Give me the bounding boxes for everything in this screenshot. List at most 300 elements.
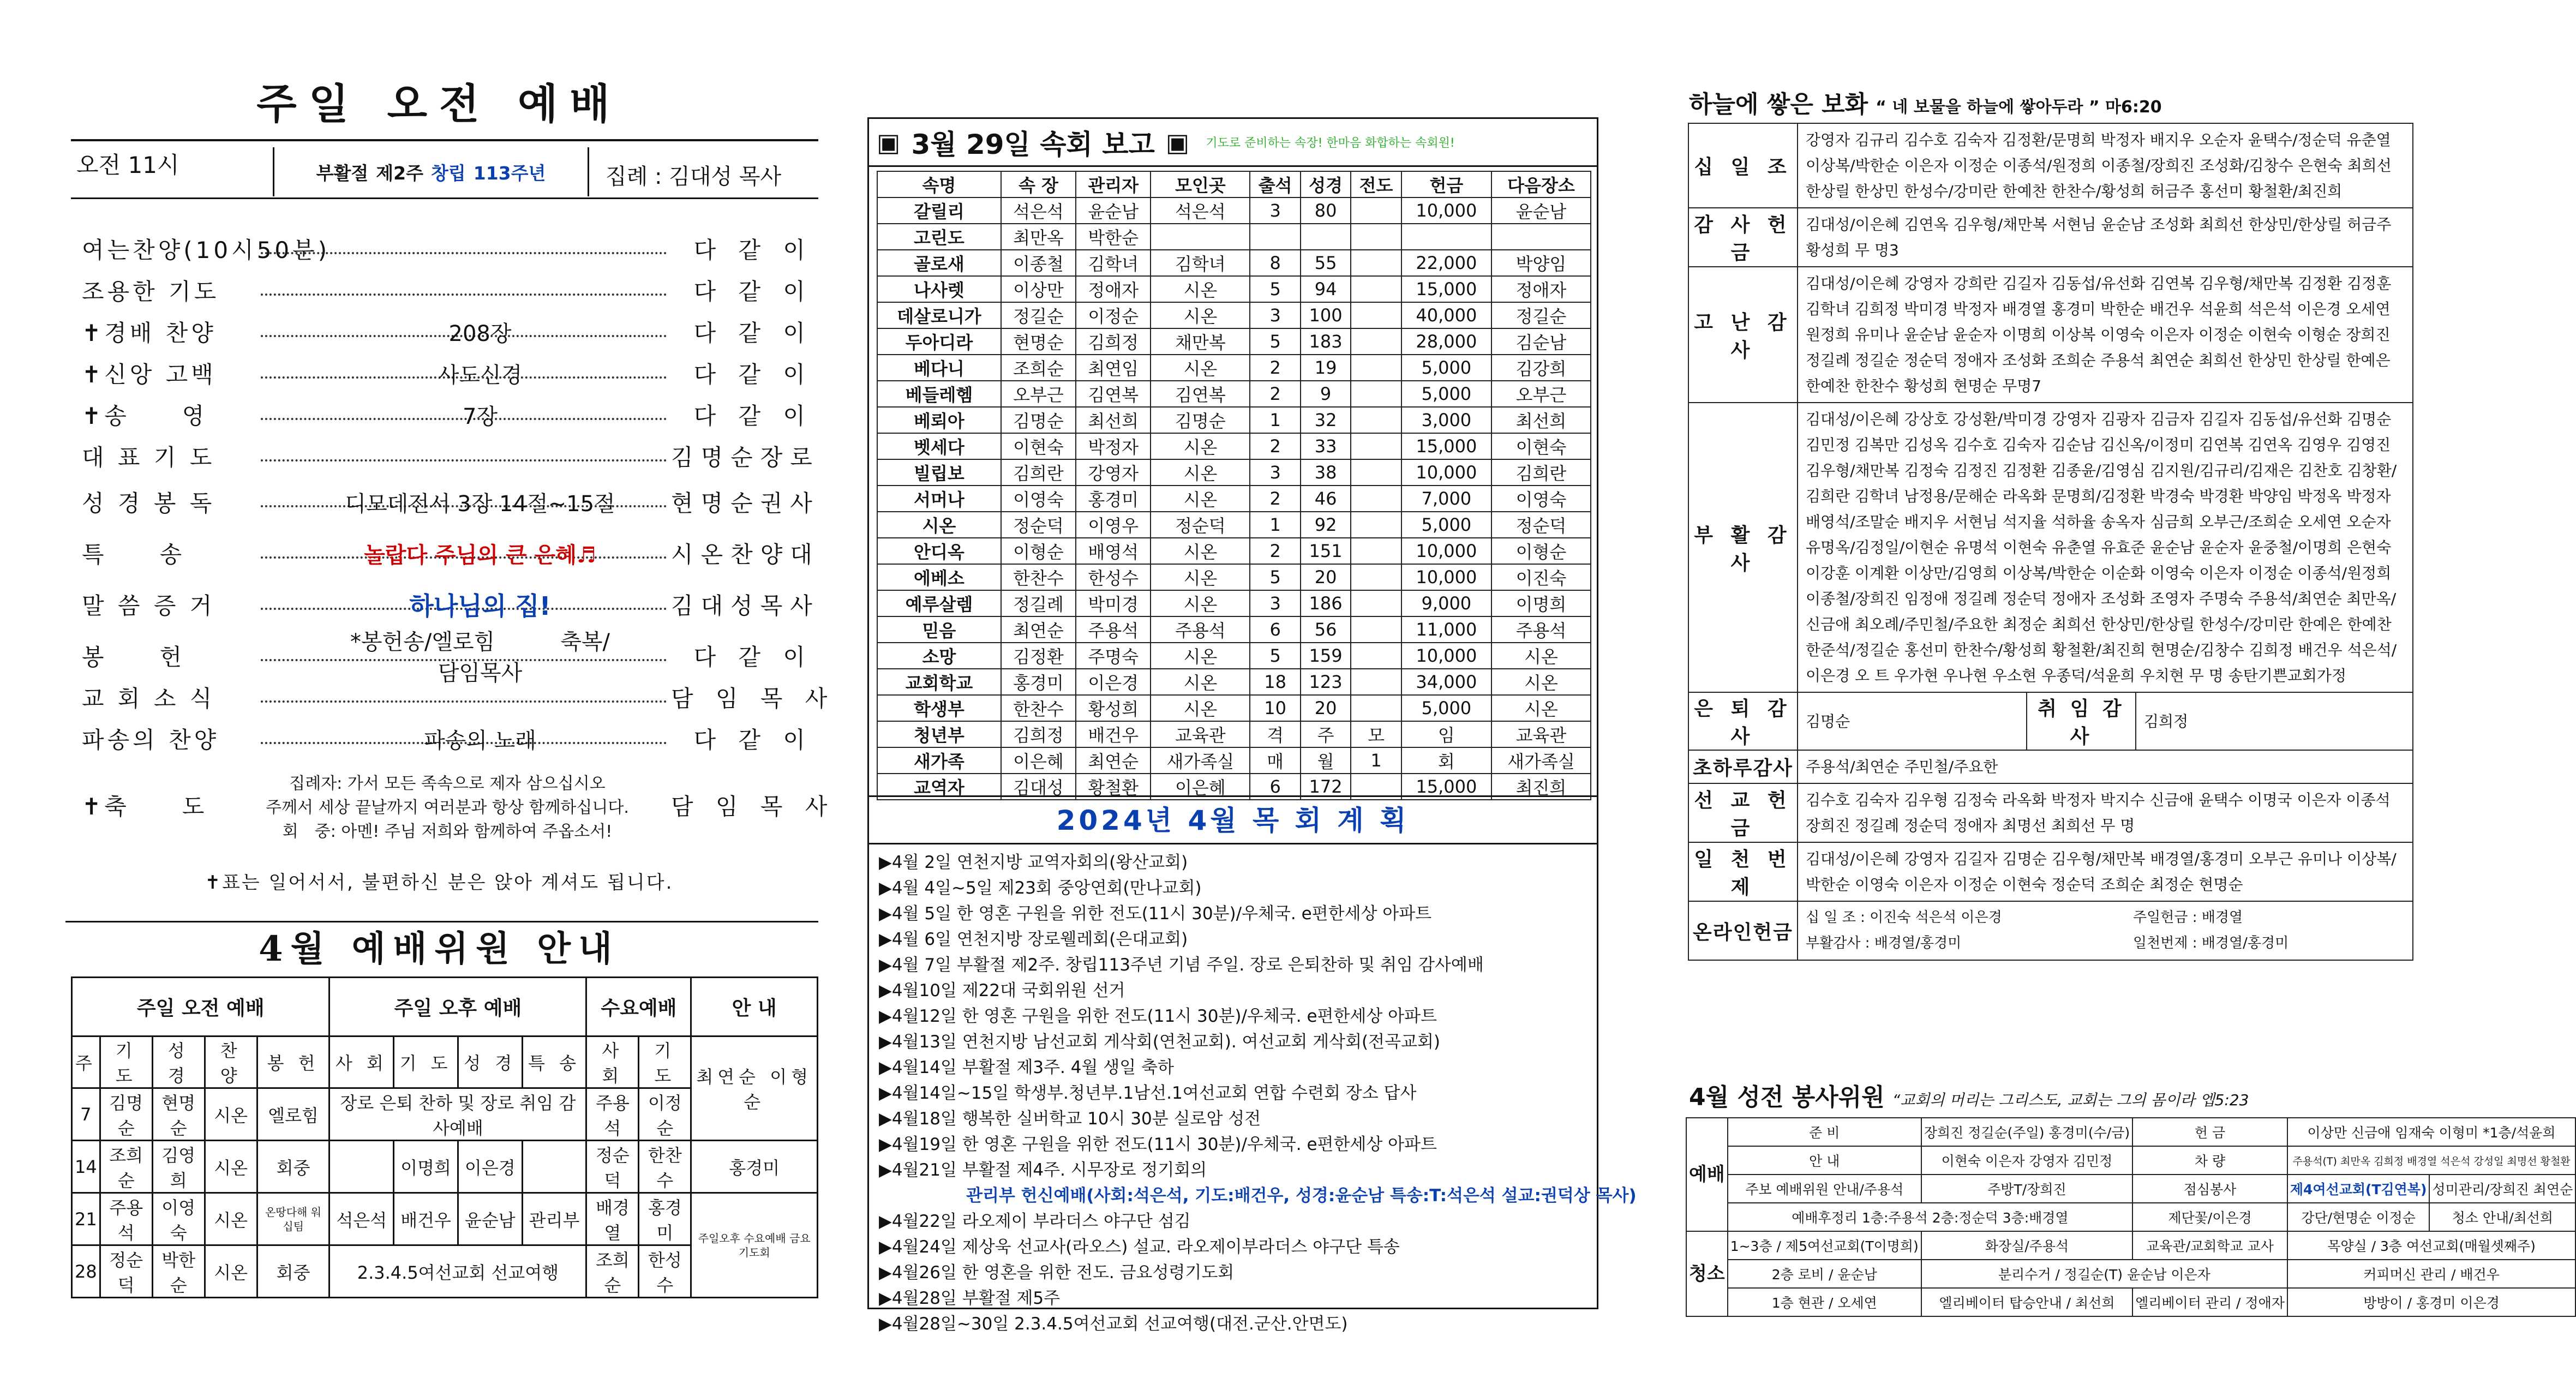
report-col-header: 출석 — [1250, 171, 1300, 197]
report-motto: 기도로 준비하는 속장! 한마음 화합하는 속회원! — [1206, 136, 1455, 150]
report-cell: 박양임 — [1491, 250, 1591, 276]
standing-note: ✝표는 일어서서, 불편하신 분은 앉아 계셔도 됩니다. — [205, 872, 674, 894]
order-name: ✝신앙 고백 — [82, 361, 217, 388]
report-row — [877, 381, 1591, 407]
order-leader: 현명순권사 — [671, 490, 820, 517]
col-header: 특 송 — [522, 1037, 586, 1088]
report-cell: 이영숙 — [1491, 486, 1591, 512]
guide-cell: 최연순 이형순 — [691, 1037, 818, 1141]
report-cell: 김희정 — [1001, 721, 1076, 747]
table-row: 14 조희순 김영희 시온 회중 이명희 이은경 정순덕 한찬수 홍경미 — [72, 1141, 818, 1193]
report-row — [877, 512, 1591, 538]
plan-item: ▶4월28일 부활절 제5주 — [879, 1289, 1061, 1308]
servants-title: 4월 예배위원 안내 — [259, 928, 620, 969]
group-header: 수요예배 — [586, 978, 691, 1037]
officiant: 집례 : 김대성 목사 — [606, 164, 782, 189]
report-cell: 배영석 — [1076, 538, 1151, 564]
report-cell — [1351, 616, 1401, 643]
report-col-header: 성경 — [1301, 171, 1351, 197]
report-cell: 새가족 — [877, 747, 1001, 774]
worship-side-label: 예배 — [1686, 1118, 1728, 1231]
report-cell — [1351, 250, 1401, 276]
report-cell: 정길순 — [1491, 302, 1591, 328]
report-cell: 123 — [1301, 669, 1351, 695]
report-cell — [1351, 512, 1401, 538]
order-row — [82, 436, 820, 476]
report-cell: 시온 — [1491, 643, 1591, 669]
order-row — [82, 229, 813, 268]
report-row — [877, 355, 1591, 381]
order-detail: 사도신경 — [438, 362, 523, 388]
report-cell — [1401, 224, 1491, 250]
order-leader: 다 같 이 — [693, 361, 813, 388]
report-cell: 15,000 — [1401, 276, 1491, 302]
report-cell: 5,000 — [1401, 381, 1491, 407]
report-cell: 시온 — [1151, 302, 1250, 328]
report-col-header: 다음장소 — [1491, 171, 1591, 197]
report-cell: 베들레헴 — [877, 381, 1001, 407]
report-cell: 황성희 — [1076, 695, 1151, 721]
report-cell — [1351, 433, 1401, 459]
order-leader: 담 임 목 사 — [671, 685, 835, 712]
worship-panel — [60, 0, 835, 1378]
report-cell: 김학녀 — [1076, 250, 1151, 276]
report-cell: 이영숙 — [1001, 486, 1076, 512]
plan-item: ▶4월 5일 한 영혼 구원을 위한 전도(11시 30분)/우체국. e편한세상 아파트 — [879, 904, 1432, 924]
report-cell: 6 — [1250, 616, 1300, 643]
report-cell: 8 — [1250, 250, 1300, 276]
sermon-title: 하나님의 집! — [409, 591, 551, 621]
divider — [71, 197, 818, 199]
report-cell — [1351, 197, 1401, 224]
report-cell: 에베소 — [877, 564, 1001, 590]
report-cell: 윤순남 — [1076, 197, 1151, 224]
order-row — [82, 630, 813, 686]
plan-item: ▶4월 2일 연천지방 교역자회의(왕산교회) — [879, 853, 1188, 872]
order-detail: *봉헌송/엘로힘 축복/담임목사 — [350, 630, 610, 686]
plan-item: ▶4월 6일 연천지방 장로웰레회(은대교회) — [879, 930, 1188, 949]
report-cell: 10 — [1250, 695, 1300, 721]
report-cell: 서머나 — [877, 486, 1001, 512]
report-cell: 5,000 — [1401, 355, 1491, 381]
report-cell: 3 — [1250, 459, 1300, 486]
report-cell — [1351, 276, 1401, 302]
report-cell: 정길순 — [1001, 302, 1076, 328]
table-row: 청소 1~3층 / 제5여선교회(T이명희) 화장실/주용석 교육관/교회학교 교사 목양실 / 3층 여선교회(매월셋째주) — [1686, 1231, 2575, 1260]
report-col-header: 속 장 — [1001, 171, 1076, 197]
plan-title: 2024년 4월 목 회 계 획 — [869, 795, 1597, 844]
report-cell: 이현숙 — [1001, 433, 1076, 459]
order-name: ✝송 영 — [82, 403, 208, 429]
report-cell: 11,000 — [1401, 616, 1491, 643]
report-cell: 186 — [1301, 590, 1351, 616]
report-cell: 베뢰아 — [877, 407, 1001, 433]
report-cell: 주용석 — [1076, 616, 1151, 643]
offerings-title: 하늘에 쌓은 보화 “ 네 보물을 하늘에 쌓아두라 ” 마6:20 — [1689, 91, 2162, 118]
report-cell: 홍경미 — [1001, 669, 1076, 695]
table-row: 초하루감사 주용석/최연순 주민철/주요한 — [1688, 750, 2413, 783]
report-cell: 홍경미 — [1076, 486, 1151, 512]
special-song: 놀랍다 주님의 큰 은혜♬ — [364, 542, 596, 568]
report-cell: 92 — [1301, 512, 1351, 538]
report-row — [877, 328, 1591, 355]
report-cell: 모 — [1351, 721, 1401, 747]
order-row — [82, 482, 820, 522]
report-cell: 이명희 — [1491, 590, 1591, 616]
report-cell: 2 — [1250, 486, 1300, 512]
report-cell: 10,000 — [1401, 564, 1491, 590]
report-cell: 이영우 — [1076, 512, 1151, 538]
report-cell: 안디옥 — [877, 538, 1001, 564]
col-header: 성 경 — [152, 1037, 205, 1088]
order-row — [82, 271, 813, 310]
report-cell: 1 — [1250, 512, 1300, 538]
report-cell: 이상만 — [1001, 276, 1076, 302]
report-cell: 2 — [1250, 538, 1300, 564]
report-cell: 나사렛 — [877, 276, 1001, 302]
report-cell: 151 — [1301, 538, 1351, 564]
report-box — [867, 117, 1637, 1334]
worship-title: 주일 오전 예배 — [256, 80, 622, 128]
report-cell: 황철환 — [1076, 774, 1151, 800]
report-cell: 청년부 — [877, 721, 1001, 747]
report-cell: 김명순 — [1151, 407, 1250, 433]
order-row — [82, 678, 835, 717]
report-row — [877, 538, 1591, 564]
report-cell: 3 — [1250, 302, 1300, 328]
report-cell: 34,000 — [1401, 669, 1491, 695]
report-cell: 김희정 — [1076, 328, 1151, 355]
report-cell: 오부근 — [1491, 381, 1591, 407]
table-row: 예배후정리 1층:주용석 2층:정순덕 3층:배경열 제단꽃/이은경 강단/현명순 이정순 청소 안내/최선희 — [1686, 1203, 2575, 1231]
report-row — [877, 721, 1591, 747]
col-header: 사 회 — [586, 1037, 639, 1088]
report-cell: 이은경 — [1076, 669, 1151, 695]
offerings-table — [1688, 123, 2413, 961]
report-cell — [1351, 302, 1401, 328]
report-cell: 5 — [1250, 276, 1300, 302]
report-cell: 1 — [1250, 407, 1300, 433]
benediction-text: 집례자: 가서 모든 족속으로 제자 삼으십시오 주께서 세상 끝날까지 여러분과 항상 함께하십니다. 회 중: 아멘! 주님 저희와 함께하여 주옵소서! — [266, 774, 629, 841]
plan-item: ▶4월14일 부활절 제3주. 4월 생일 축하 — [879, 1058, 1174, 1077]
report-cell: 46 — [1301, 486, 1351, 512]
report-cell: 현명순 — [1001, 328, 1076, 355]
report-cell: 32 — [1301, 407, 1351, 433]
service-verse: “교회의 머리는 그리스도, 교회는 그의 몸이라 엡5:23 — [1892, 1091, 2249, 1109]
plan-item: ▶4월 4일~5일 제23회 중앙연회(만나교회) — [879, 878, 1202, 898]
report-cell: 33 — [1301, 433, 1351, 459]
report-header: ▣ 3월 29일 속회 보고 ▣ 기도로 준비하는 속장! 한마음 화합하는 속회원! — [869, 119, 1597, 167]
plan-item: ▶4월13일 연천지방 남선교회 게삭회(연천교회). 여선교회 게삭회(전곡교회) — [879, 1032, 1440, 1052]
report-cell: 5,000 — [1401, 512, 1491, 538]
report-cell: 94 — [1301, 276, 1351, 302]
service-time: 오전 11시 — [76, 152, 179, 178]
report-cell: 배건우 — [1076, 721, 1151, 747]
report-cell: 55 — [1301, 250, 1351, 276]
report-cell: 정순덕 — [1001, 512, 1076, 538]
plan-item: ▶4월10일 제22대 국회위원 선거 — [879, 981, 1125, 1000]
report-cell: 데살로니가 — [877, 302, 1001, 328]
report-cell — [1351, 538, 1401, 564]
report-cell: 시온 — [1151, 355, 1250, 381]
report-cell — [1491, 224, 1591, 250]
report-cell: 교회학교 — [877, 669, 1001, 695]
report-cell: 이정순 — [1076, 302, 1151, 328]
report-cell: 새가족실 — [1151, 747, 1250, 774]
order-detail: 디모데전서 3장 14절~15절 — [345, 491, 615, 517]
report-cell — [1351, 407, 1401, 433]
report-cell: 18 — [1250, 669, 1300, 695]
report-cell: 시온 — [1151, 669, 1250, 695]
divider — [71, 139, 818, 141]
season-week: 제2주 — [376, 162, 423, 184]
report-cell: 교육관 — [1491, 721, 1591, 747]
order-detail: 파송의 노래 — [424, 728, 536, 753]
group-header: 주일 오전 예배 — [72, 978, 330, 1037]
table-row: 은 퇴 감 사 김명순 취 임 감 사 김희정 — [1688, 692, 2413, 750]
order-row — [82, 312, 813, 351]
report-row — [877, 224, 1591, 250]
report-cell: 3 — [1250, 197, 1300, 224]
col-header: 기 도 — [394, 1037, 458, 1088]
report-cell: 최연순 — [1076, 747, 1151, 774]
report-cell: 임 — [1401, 721, 1491, 747]
plan-list — [879, 850, 1637, 1337]
clean-side-label: 청소 — [1686, 1231, 1728, 1316]
report-cell: 5 — [1250, 328, 1300, 355]
offering-panel — [1686, 0, 2573, 1378]
report-cell: 강영자 — [1076, 459, 1151, 486]
season-prefix: 부활절 — [316, 162, 369, 184]
season-box — [273, 147, 589, 196]
report-title: 3월 29일 속회 보고 — [911, 128, 1155, 160]
col-header: 찬 양 — [205, 1037, 257, 1088]
report-cell: 159 — [1301, 643, 1351, 669]
order-row — [82, 354, 813, 393]
report-cell: 3,000 — [1401, 407, 1491, 433]
report-cell: 100 — [1301, 302, 1351, 328]
report-cell: 2 — [1250, 433, 1300, 459]
service-table — [1686, 1117, 2576, 1317]
report-cell — [1351, 695, 1401, 721]
order-detail: 208장 — [448, 321, 512, 346]
report-cell: 김순남 — [1491, 328, 1591, 355]
report-cell: 정애자 — [1076, 276, 1151, 302]
report-col-header: 전도 — [1351, 171, 1401, 197]
col-header: 기 도 — [639, 1037, 691, 1088]
report-cell: 9,000 — [1401, 590, 1491, 616]
report-cell: 김대성 — [1001, 774, 1076, 800]
report-cell: 시온 — [1491, 695, 1591, 721]
report-cell — [1351, 328, 1401, 355]
order-name: 조용한 기도 — [82, 278, 220, 305]
report-cell: 소망 — [877, 643, 1001, 669]
report-cell: 6 — [1250, 774, 1300, 800]
report-cell: 갈릴리 — [877, 197, 1001, 224]
report-cell: 시온 — [1151, 486, 1250, 512]
report-cell: 매 — [1250, 747, 1300, 774]
report-cell: 22,000 — [1401, 250, 1491, 276]
report-row — [877, 616, 1591, 643]
report-cell: 믿음 — [877, 616, 1001, 643]
report-cell: 김명순 — [1001, 407, 1076, 433]
report-cell: 격 — [1250, 721, 1300, 747]
report-cell: 5 — [1250, 643, 1300, 669]
report-cell: 10,000 — [1401, 459, 1491, 486]
report-cell: 15,000 — [1401, 774, 1491, 800]
report-cell: 예루살렘 — [877, 590, 1001, 616]
plan-item: 관리부 헌신예배(사회:석은석, 기도:배건우, 성경:윤순남 특송:T:석은석 설교:권덕상 목사) — [966, 1186, 1637, 1206]
plan-item: ▶4월24일 제상욱 선교사(라오스) 설교. 라오제이부라더스 야구단 특송 — [879, 1237, 1400, 1257]
plan-item: ▶4월 7일 부활절 제2주. 창립113주년 기념 주일. 장로 은퇴찬하 및 취임 감사예배 — [879, 955, 1484, 975]
report-row — [877, 433, 1591, 459]
report-cell: 시온 — [877, 512, 1001, 538]
plan-item: ▶4월12일 한 영혼 구원을 위한 전도(11시 30분)/우체국. e편한세상 아파트 — [879, 1006, 1437, 1026]
order-row — [82, 395, 813, 434]
group-header: 주일 오후 예배 — [330, 978, 586, 1037]
servants-table — [71, 976, 818, 1298]
report-cell: 시온 — [1151, 538, 1250, 564]
report-cell: 고린도 — [877, 224, 1001, 250]
offerings-verse: “ 네 보물을 하늘에 쌓아두라 ” 마6:20 — [1876, 98, 2162, 117]
report-cell: 회 — [1401, 747, 1491, 774]
report-cell: 베다니 — [877, 355, 1001, 381]
col-header: 기 도 — [100, 1037, 152, 1088]
report-cell: 5,000 — [1401, 695, 1491, 721]
report-cell: 2 — [1250, 381, 1300, 407]
plan-item: ▶4월19일 한 영혼 구원을 위한 전도(11시 30분)/우체국. e편한세상 아파트 — [879, 1135, 1437, 1154]
order-leader: 다 같 이 — [693, 237, 813, 263]
report-cell: 김희란 — [1001, 459, 1076, 486]
report-cell: 이은혜 — [1151, 774, 1250, 800]
table-row: 부 활 감 사 김대성/이은혜 강상호 강성환/박미경 강영자 김광자 김금자 김길자 김동섭/유선화 김명순 김민정 김복만 김성옥 김수호 김숙자 김순남 김신옥/이정미 김연복 김연옥 김영우 김영진 김우형/채만복 김정숙 김정진 김정환 김종윤/김영심 김지원/김규리/김재은 김찬호 김창환/김희란 김학녀 남정용/문해순 라옥화 문명희/김정환 박경숙 박경환 박양임 박정옥 박정자 배영석/조말순 배지우 서현님 석지율 석하율 송옥자 심금희 오부근/조희순 오세연 오순자 유명옥/김정일/이현순 유명석 이현숙 유춘열 유효준 윤순남 윤순자 윤중철/이명희 은현숙 이강훈 이계환 이상만/김영희 이상복/박한순 이순화 이영숙 이은자 이정순 이종석/원정희 이종철/장희진 임정애 정길례 정순덕 정애자 조성화 조영자 주명숙 주용석/최연순 최만옥/신금애 최오례/주민철/주요한 최정순 최희선 한상민/한상릴 한성수/강미란 한예은 한예찬 한준석/정길순 홍선미 한찬수/황성희 황철환/최진희 현명순/김창수 김희정 배건우 석은석/이은경 오 트 우가현 우나현 우소현 우종덕/석윤희 우치현 무 명 송탄기쁜교회가정 — [1688, 403, 2413, 692]
table-row: 감 사 헌 금 김대성/이은혜 김연옥 김우형/채만복 서현님 윤순남 조성화 최희선 한상민/한상릴 허금주 황성희 무 명3 — [1688, 208, 2413, 267]
report-cell: 최연순 — [1001, 616, 1076, 643]
report-cell: 채만복 — [1151, 328, 1250, 355]
report-cell: 윤순남 — [1491, 197, 1591, 224]
report-cell: 빌립보 — [877, 459, 1001, 486]
report-cell: 석은석 — [1001, 197, 1076, 224]
report-cell: 한찬수 — [1001, 564, 1076, 590]
report-cell: 이형순 — [1491, 538, 1591, 564]
order-name: 대 표 기 도 — [82, 444, 215, 471]
report-cell: 80 — [1301, 197, 1351, 224]
anniversary: 113주년 — [473, 162, 546, 184]
report-cell: 정순덕 — [1491, 512, 1591, 538]
report-row — [877, 695, 1591, 721]
col-header: 주 — [72, 1037, 100, 1088]
order-leader: 시온찬양대 — [671, 541, 820, 568]
order-leader: 다 같 이 — [693, 727, 813, 753]
col-header: 성 경 — [458, 1037, 522, 1088]
report-cell — [1351, 643, 1401, 669]
report-cell: 교육관 — [1151, 721, 1250, 747]
order-name: ✝경배 찬양 — [82, 320, 217, 346]
order-leader: 다 같 이 — [693, 644, 813, 670]
order-leader: 김명순장로 — [671, 444, 820, 471]
report-row — [877, 590, 1591, 616]
report-cell: 9 — [1301, 381, 1351, 407]
report-cell: 시온 — [1151, 590, 1250, 616]
report-cell: 28,000 — [1401, 328, 1491, 355]
report-cell: 38 — [1301, 459, 1351, 486]
report-cell — [1351, 459, 1401, 486]
report-panel — [867, 0, 1637, 1378]
table-row: 온라인헌금 십 일 조 : 이진숙 석은석 이은경 주일헌금 : 배경열 부활감사 : 배경열/홍경미 일천번제 : 배경열/홍경미 — [1688, 901, 2413, 960]
report-cell: 새가족실 — [1491, 747, 1591, 774]
table-row: 1층 현관 / 오세연 엘리베이터 탑승안내 / 최선희 엘리베이터 관리 / 정애자 방방이 / 홍경미 이은경 — [1686, 1288, 2575, 1316]
report-cell: 시온 — [1151, 695, 1250, 721]
report-cell: 월 — [1301, 747, 1351, 774]
report-cell: 김학녀 — [1151, 250, 1250, 276]
report-cell: 172 — [1301, 774, 1351, 800]
report-cell — [1351, 590, 1401, 616]
report-cell: 주용석 — [1151, 616, 1250, 643]
report-cell: 김강희 — [1491, 355, 1591, 381]
report-cell: 20 — [1301, 564, 1351, 590]
group-header: 안 내 — [691, 978, 818, 1037]
table-row: 7 김명순 현명순 시온 엘로힘 장로 은퇴 찬하 및 장로 취임 감사예배 주용석 이정순 — [72, 1088, 818, 1141]
table-row: 28 정순덕 박한순 시온 회중 2.3.4.5여선교회 선교여행 조희순 한성수 — [72, 1245, 818, 1298]
order-row — [82, 534, 820, 573]
plan-item: ▶4월26일 한 영혼을 위한 전도. 금요성령기도회 — [879, 1263, 1235, 1283]
report-cell — [1250, 224, 1300, 250]
plan-item: ▶4월22일 라오제이 부라더스 야구단 섬김 — [879, 1212, 1191, 1231]
table-row: 일 천 번 제 김대성/이은혜 강영자 김길자 김명순 김우형/채만복 배경열/홍경미 오부근 유미나 이상복/박한순 이영숙 이은자 이정순 이현숙 정순덕 조희순 최정순 현명순 — [1688, 842, 2413, 901]
report-cell: 이종철 — [1001, 250, 1076, 276]
report-cell: 오부근 — [1001, 381, 1076, 407]
report-cell: 주용석 — [1491, 616, 1591, 643]
report-cell — [1301, 224, 1351, 250]
report-cell: 박미경 — [1076, 590, 1151, 616]
report-row — [877, 643, 1591, 669]
report-cell: 조희순 — [1001, 355, 1076, 381]
plan-item: ▶4월28일~30일 2.3.4.5여선교회 선교여행(대전.군산.안면도) — [879, 1314, 1348, 1334]
report-cell: 주 — [1301, 721, 1351, 747]
col-header: 봉 헌 — [257, 1037, 330, 1088]
report-cell: 최만옥 — [1001, 224, 1076, 250]
report-row — [877, 250, 1591, 276]
report-cell: 학생부 — [877, 695, 1001, 721]
table-row: 고 난 감 사 김대성/이은혜 강영자 강희란 김길자 김동섭/유선화 김연복 김우형/채만복 김정환 김정훈 김학녀 김희정 박미경 박정자 배경열 홍경미 박한순 배건우 석윤희 석은석 이은경 오세연 원정희 유미나 윤순남 윤순자 이명희 이상복 이영숙 이은자 이정순 이현숙 이형순 장희진 정길례 정길순 정순덕 정애자 조성화 조희순 주용석 최연순 최희선 한상민 한상릴 한예은 한예찬 한찬수 황성희 현명순 무명7 — [1688, 267, 2413, 403]
founding-label: 창립 — [430, 162, 466, 184]
report-cell: 박정자 — [1076, 433, 1151, 459]
report-col-header: 관리자 — [1076, 171, 1151, 197]
report-row — [877, 459, 1591, 486]
order-name: 교 회 소 식 — [82, 685, 215, 712]
order-leader: 김대성목사 — [671, 592, 820, 619]
report-cell: 이현숙 — [1491, 433, 1591, 459]
report-cell: 3 — [1250, 590, 1300, 616]
report-cell: 김희란 — [1491, 459, 1591, 486]
report-cell: 19 — [1301, 355, 1351, 381]
report-cell: 김정환 — [1001, 643, 1076, 669]
table-row: 21 주용석 이영숙 시온 온땅다해 워십팀 석은석 배건우 윤순남 관리부 배경열 홍경미 주일오후 수요예배 금요기도회 — [72, 1193, 818, 1245]
report-cell: 이진숙 — [1491, 564, 1591, 590]
report-cell — [1351, 564, 1401, 590]
report-cell: 10,000 — [1401, 643, 1491, 669]
report-cell: 183 — [1301, 328, 1351, 355]
order-leader: 다 같 이 — [693, 320, 813, 346]
report-cell: 한성수 — [1076, 564, 1151, 590]
table-row: 주보 예배위원 안내/주용석 주방T/장희진 점심봉사 제4여선교회(T김연복) 성미관리/장희진 최연순 — [1686, 1175, 2575, 1203]
report-cell: 시온 — [1151, 564, 1250, 590]
report-cell: 이은혜 — [1001, 747, 1076, 774]
report-cell: 최선희 — [1491, 407, 1591, 433]
report-row — [877, 276, 1591, 302]
report-cell: 15,000 — [1401, 433, 1491, 459]
report-row — [877, 407, 1591, 433]
